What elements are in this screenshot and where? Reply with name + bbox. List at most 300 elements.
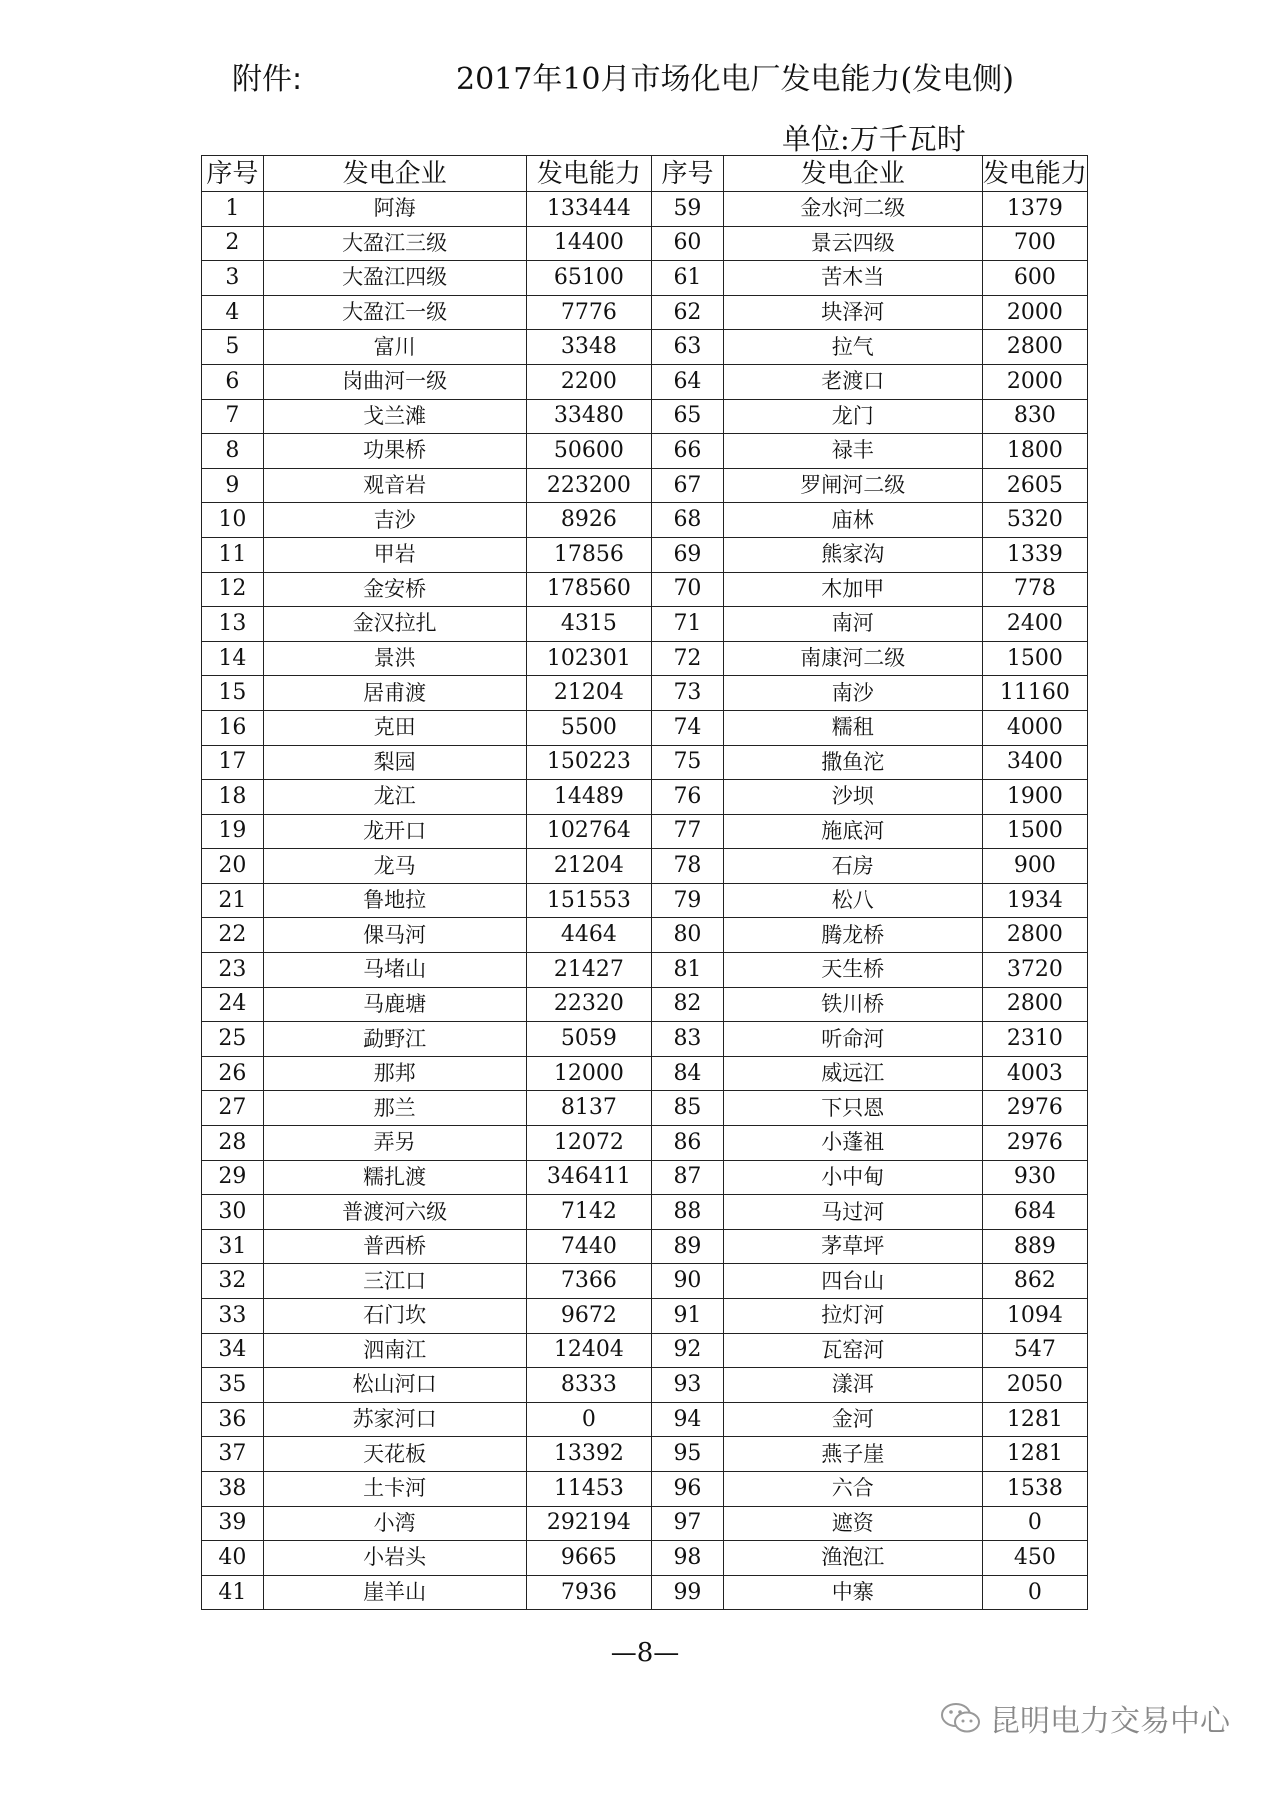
- table-row: [202, 953, 1088, 988]
- cell-capacity-left: 12404: [526, 1333, 651, 1368]
- cell-company-left: 观音岩: [263, 468, 526, 503]
- cell-capacity-right: 3400: [982, 745, 1087, 780]
- cell-seq-right: 68: [652, 503, 724, 538]
- cell-capacity-left: 7366: [526, 1264, 651, 1299]
- cell-capacity-left: 292194: [526, 1506, 651, 1541]
- cell-seq-left: 6: [202, 364, 264, 399]
- cell-company-right: 糯租: [723, 710, 982, 745]
- cell-seq-right: 80: [652, 918, 724, 953]
- cell-company-left: 石门坎: [263, 1299, 526, 1334]
- table-row: [202, 1541, 1088, 1576]
- cell-capacity-right: 1500: [982, 641, 1087, 676]
- cell-company-left: 松山河口: [263, 1368, 526, 1403]
- cell-capacity-right: 1281: [982, 1437, 1087, 1472]
- cell-company-left: 大盈江四级: [263, 261, 526, 296]
- cell-seq-right: 63: [652, 330, 724, 365]
- cell-company-right: 松八: [723, 883, 982, 918]
- cell-company-left: 泗南江: [263, 1333, 526, 1368]
- cell-capacity-left: 8137: [526, 1091, 651, 1126]
- cell-company-right: 威远江: [723, 1056, 982, 1091]
- cell-company-right: 撒鱼沱: [723, 745, 982, 780]
- cell-seq-left: 16: [202, 710, 264, 745]
- cell-capacity-left: 4315: [526, 607, 651, 642]
- cell-capacity-left: 7776: [526, 295, 651, 330]
- table-row: [202, 1160, 1088, 1195]
- cell-seq-right: 84: [652, 1056, 724, 1091]
- cell-company-right: 遮资: [723, 1506, 982, 1541]
- cell-company-left: 三江口: [263, 1264, 526, 1299]
- cell-seq-left: 10: [202, 503, 264, 538]
- cell-capacity-right: 2800: [982, 987, 1087, 1022]
- table-row: [202, 883, 1088, 918]
- cell-seq-left: 38: [202, 1471, 264, 1506]
- cell-capacity-left: 9665: [526, 1541, 651, 1576]
- cell-seq-right: 85: [652, 1091, 724, 1126]
- table-row: [202, 330, 1088, 365]
- cell-company-right: 听命河: [723, 1022, 982, 1057]
- cell-seq-left: 25: [202, 1022, 264, 1057]
- cell-seq-left: 12: [202, 572, 264, 607]
- cell-capacity-left: 21427: [526, 953, 651, 988]
- cell-company-left: 那兰: [263, 1091, 526, 1126]
- table-body: [202, 192, 1088, 1610]
- cell-capacity-left: 13392: [526, 1437, 651, 1472]
- cell-company-left: 吉沙: [263, 503, 526, 538]
- cell-company-right: 禄丰: [723, 434, 982, 469]
- cell-capacity-right: 4000: [982, 710, 1087, 745]
- cell-seq-left: 3: [202, 261, 264, 296]
- capacity-table: [201, 155, 1088, 1610]
- cell-company-left: 那邦: [263, 1056, 526, 1091]
- cell-company-left: 马堵山: [263, 953, 526, 988]
- cell-seq-left: 31: [202, 1229, 264, 1264]
- cell-company-right: 拉气: [723, 330, 982, 365]
- cell-capacity-left: 7936: [526, 1575, 651, 1610]
- cell-seq-right: 95: [652, 1437, 724, 1472]
- cell-capacity-right: 700: [982, 226, 1087, 261]
- cell-capacity-right: 862: [982, 1264, 1087, 1299]
- table-row: [202, 607, 1088, 642]
- cell-company-right: 庙林: [723, 503, 982, 538]
- cell-capacity-left: 14400: [526, 226, 651, 261]
- cell-company-left: 马鹿塘: [263, 987, 526, 1022]
- cell-capacity-left: 14489: [526, 780, 651, 815]
- cell-capacity-right: 4003: [982, 1056, 1087, 1091]
- cell-seq-right: 65: [652, 399, 724, 434]
- cell-capacity-left: 21204: [526, 676, 651, 711]
- table-row: [202, 434, 1088, 469]
- cell-company-left: 弄另: [263, 1126, 526, 1161]
- cell-seq-left: 40: [202, 1541, 264, 1576]
- cell-seq-left: 30: [202, 1195, 264, 1230]
- cell-seq-right: 82: [652, 987, 724, 1022]
- table-row: [202, 1471, 1088, 1506]
- table-row: [202, 1056, 1088, 1091]
- table-row: [202, 1299, 1088, 1334]
- cell-capacity-right: 1900: [982, 780, 1087, 815]
- cell-capacity-left: 12000: [526, 1056, 651, 1091]
- cell-company-left: 富川: [263, 330, 526, 365]
- cell-seq-left: 29: [202, 1160, 264, 1195]
- cell-company-left: 天花板: [263, 1437, 526, 1472]
- table-row: [202, 1264, 1088, 1299]
- cell-seq-left: 33: [202, 1299, 264, 1334]
- table-row: [202, 1126, 1088, 1161]
- cell-capacity-right: 1379: [982, 192, 1087, 227]
- cell-company-left: 戈兰滩: [263, 399, 526, 434]
- table-row: [202, 1437, 1088, 1472]
- table-row: [202, 295, 1088, 330]
- cell-capacity-left: 178560: [526, 572, 651, 607]
- cell-seq-right: 62: [652, 295, 724, 330]
- cell-seq-left: 39: [202, 1506, 264, 1541]
- cell-seq-left: 15: [202, 676, 264, 711]
- cell-capacity-right: 2605: [982, 468, 1087, 503]
- cell-capacity-right: 2400: [982, 607, 1087, 642]
- cell-capacity-left: 7440: [526, 1229, 651, 1264]
- cell-capacity-left: 50600: [526, 434, 651, 469]
- cell-seq-right: 67: [652, 468, 724, 503]
- cell-company-left: 小岩头: [263, 1541, 526, 1576]
- table-row: [202, 745, 1088, 780]
- cell-capacity-right: 1500: [982, 814, 1087, 849]
- cell-capacity-left: 22320: [526, 987, 651, 1022]
- cell-capacity-left: 133444: [526, 192, 651, 227]
- cell-capacity-right: 2800: [982, 918, 1087, 953]
- cell-company-left: 甲岩: [263, 537, 526, 572]
- cell-company-left: 勐野江: [263, 1022, 526, 1057]
- cell-seq-right: 99: [652, 1575, 724, 1610]
- cell-seq-left: 13: [202, 607, 264, 642]
- table-row: [202, 572, 1088, 607]
- cell-seq-right: 83: [652, 1022, 724, 1057]
- wechat-icon: [940, 1701, 982, 1735]
- cell-company-right: 施底河: [723, 814, 982, 849]
- cell-company-right: 六合: [723, 1471, 982, 1506]
- table-row: [202, 364, 1088, 399]
- cell-seq-left: 23: [202, 953, 264, 988]
- cell-capacity-left: 17856: [526, 537, 651, 572]
- cell-seq-right: 87: [652, 1160, 724, 1195]
- cell-capacity-left: 7142: [526, 1195, 651, 1230]
- cell-company-right: 瓦窑河: [723, 1333, 982, 1368]
- cell-seq-right: 74: [652, 710, 724, 745]
- cell-company-left: 大盈江三级: [263, 226, 526, 261]
- cell-capacity-right: 2976: [982, 1126, 1087, 1161]
- cell-company-right: 块泽河: [723, 295, 982, 330]
- cell-company-left: 糯扎渡: [263, 1160, 526, 1195]
- table-row: [202, 987, 1088, 1022]
- cell-seq-left: 1: [202, 192, 264, 227]
- cell-company-right: 天生桥: [723, 953, 982, 988]
- cell-company-right: 木加甲: [723, 572, 982, 607]
- table-row: [202, 1333, 1088, 1368]
- cell-company-left: 倮马河: [263, 918, 526, 953]
- table-row: [202, 503, 1088, 538]
- table-row: [202, 261, 1088, 296]
- cell-capacity-left: 2200: [526, 364, 651, 399]
- cell-seq-right: 69: [652, 537, 724, 572]
- table-row: [202, 1575, 1088, 1610]
- cell-capacity-right: 3720: [982, 953, 1087, 988]
- watermark-text: 昆明电力交易中心: [990, 1704, 1230, 1739]
- table-row: [202, 192, 1088, 227]
- cell-seq-left: 41: [202, 1575, 264, 1610]
- cell-company-right: 下只恩: [723, 1091, 982, 1126]
- page-title: 2017年10月市场化电厂发电能力(发电侧): [456, 62, 1014, 97]
- cell-seq-left: 8: [202, 434, 264, 469]
- cell-seq-right: 71: [652, 607, 724, 642]
- cell-company-left: 龙江: [263, 780, 526, 815]
- cell-capacity-right: 0: [982, 1506, 1087, 1541]
- table-row: [202, 676, 1088, 711]
- cell-seq-right: 97: [652, 1506, 724, 1541]
- cell-company-left: 居甫渡: [263, 676, 526, 711]
- cell-company-right: 龙门: [723, 399, 982, 434]
- table-row: [202, 710, 1088, 745]
- watermark: [940, 1696, 1230, 1740]
- cell-seq-right: 86: [652, 1126, 724, 1161]
- cell-company-right: 沙坝: [723, 780, 982, 815]
- cell-seq-left: 11: [202, 537, 264, 572]
- cell-company-right: 南康河二级: [723, 641, 982, 676]
- table-row: [202, 1091, 1088, 1126]
- cell-capacity-right: 1800: [982, 434, 1087, 469]
- cell-seq-right: 93: [652, 1368, 724, 1403]
- cell-seq-right: 78: [652, 849, 724, 884]
- header-capacity-left: 发电能力: [526, 156, 651, 192]
- cell-capacity-right: 684: [982, 1195, 1087, 1230]
- table-row: [202, 1195, 1088, 1230]
- cell-capacity-right: 2000: [982, 364, 1087, 399]
- cell-company-right: 南沙: [723, 676, 982, 711]
- unit-label: 单位:万千瓦时: [782, 122, 966, 156]
- cell-capacity-right: 1094: [982, 1299, 1087, 1334]
- cell-seq-right: 88: [652, 1195, 724, 1230]
- cell-company-right: 茅草坪: [723, 1229, 982, 1264]
- cell-capacity-right: 2310: [982, 1022, 1087, 1057]
- table-row: [202, 1022, 1088, 1057]
- table-row: [202, 226, 1088, 261]
- page-number: —8—: [610, 1638, 680, 1668]
- table-row: [202, 468, 1088, 503]
- cell-capacity-right: 900: [982, 849, 1087, 884]
- cell-seq-left: 21: [202, 883, 264, 918]
- cell-seq-left: 14: [202, 641, 264, 676]
- cell-seq-right: 76: [652, 780, 724, 815]
- cell-capacity-left: 0: [526, 1402, 651, 1437]
- cell-seq-right: 98: [652, 1541, 724, 1576]
- cell-seq-right: 90: [652, 1264, 724, 1299]
- cell-seq-left: 17: [202, 745, 264, 780]
- cell-seq-left: 24: [202, 987, 264, 1022]
- cell-capacity-left: 8926: [526, 503, 651, 538]
- table-row: [202, 918, 1088, 953]
- cell-seq-right: 91: [652, 1299, 724, 1334]
- attachment-label: 附件:: [232, 62, 303, 97]
- cell-seq-right: 59: [652, 192, 724, 227]
- cell-capacity-right: 450: [982, 1541, 1087, 1576]
- cell-capacity-right: 889: [982, 1229, 1087, 1264]
- cell-company-left: 龙开口: [263, 814, 526, 849]
- header-company-right: 发电企业: [723, 156, 982, 192]
- cell-seq-right: 89: [652, 1229, 724, 1264]
- cell-capacity-right: 5320: [982, 503, 1087, 538]
- cell-company-right: 金河: [723, 1402, 982, 1437]
- cell-company-right: 老渡口: [723, 364, 982, 399]
- cell-capacity-right: 830: [982, 399, 1087, 434]
- cell-seq-right: 81: [652, 953, 724, 988]
- cell-capacity-right: 778: [982, 572, 1087, 607]
- cell-capacity-right: 1934: [982, 883, 1087, 918]
- cell-capacity-left: 5500: [526, 710, 651, 745]
- header-capacity-right: 发电能力: [982, 156, 1087, 192]
- cell-capacity-left: 21204: [526, 849, 651, 884]
- cell-capacity-left: 65100: [526, 261, 651, 296]
- cell-seq-right: 94: [652, 1402, 724, 1437]
- cell-capacity-left: 3348: [526, 330, 651, 365]
- cell-company-right: 拉灯河: [723, 1299, 982, 1334]
- cell-capacity-left: 33480: [526, 399, 651, 434]
- cell-capacity-left: 9672: [526, 1299, 651, 1334]
- cell-seq-left: 7: [202, 399, 264, 434]
- cell-company-left: 金安桥: [263, 572, 526, 607]
- header-company-left: 发电企业: [263, 156, 526, 192]
- cell-seq-right: 66: [652, 434, 724, 469]
- cell-capacity-left: 5059: [526, 1022, 651, 1057]
- cell-seq-right: 79: [652, 883, 724, 918]
- cell-capacity-right: 2000: [982, 295, 1087, 330]
- cell-company-left: 大盈江一级: [263, 295, 526, 330]
- cell-seq-right: 64: [652, 364, 724, 399]
- cell-seq-left: 5: [202, 330, 264, 365]
- cell-capacity-left: 11453: [526, 1471, 651, 1506]
- cell-company-right: 石房: [723, 849, 982, 884]
- cell-company-right: 四台山: [723, 1264, 982, 1299]
- cell-capacity-left: 102764: [526, 814, 651, 849]
- cell-capacity-right: 2050: [982, 1368, 1087, 1403]
- cell-capacity-left: 8333: [526, 1368, 651, 1403]
- cell-seq-left: 20: [202, 849, 264, 884]
- cell-capacity-right: 1281: [982, 1402, 1087, 1437]
- cell-capacity-right: 11160: [982, 676, 1087, 711]
- cell-seq-right: 72: [652, 641, 724, 676]
- cell-seq-left: 22: [202, 918, 264, 953]
- cell-capacity-left: 151553: [526, 883, 651, 918]
- cell-seq-left: 19: [202, 814, 264, 849]
- cell-seq-left: 26: [202, 1056, 264, 1091]
- cell-capacity-right: 2976: [982, 1091, 1087, 1126]
- cell-company-left: 崖羊山: [263, 1575, 526, 1610]
- cell-capacity-left: 346411: [526, 1160, 651, 1195]
- cell-company-left: 景洪: [263, 641, 526, 676]
- table-row: [202, 537, 1088, 572]
- cell-capacity-left: 150223: [526, 745, 651, 780]
- cell-seq-right: 96: [652, 1471, 724, 1506]
- table-row: [202, 399, 1088, 434]
- table-row: [202, 641, 1088, 676]
- cell-seq-left: 28: [202, 1126, 264, 1161]
- cell-seq-left: 4: [202, 295, 264, 330]
- table-row: [202, 1402, 1088, 1437]
- cell-seq-left: 18: [202, 780, 264, 815]
- cell-company-right: 苦木当: [723, 261, 982, 296]
- header-seq-right: 序号: [652, 156, 724, 192]
- cell-company-right: 中寨: [723, 1575, 982, 1610]
- cell-company-left: 龙马: [263, 849, 526, 884]
- cell-company-left: 鲁地拉: [263, 883, 526, 918]
- table-row: [202, 814, 1088, 849]
- cell-company-right: 景云四级: [723, 226, 982, 261]
- cell-company-left: 小湾: [263, 1506, 526, 1541]
- cell-company-left: 普西桥: [263, 1229, 526, 1264]
- cell-company-right: 燕子崖: [723, 1437, 982, 1472]
- cell-seq-right: 77: [652, 814, 724, 849]
- cell-company-left: 克田: [263, 710, 526, 745]
- cell-capacity-right: 600: [982, 261, 1087, 296]
- cell-capacity-right: 0: [982, 1575, 1087, 1610]
- cell-company-left: 阿海: [263, 192, 526, 227]
- cell-company-right: 小中甸: [723, 1160, 982, 1195]
- cell-seq-left: 37: [202, 1437, 264, 1472]
- cell-company-left: 金汉拉扎: [263, 607, 526, 642]
- cell-seq-right: 60: [652, 226, 724, 261]
- cell-company-right: 熊家沟: [723, 537, 982, 572]
- cell-seq-left: 2: [202, 226, 264, 261]
- cell-company-right: 马过河: [723, 1195, 982, 1230]
- cell-seq-right: 73: [652, 676, 724, 711]
- cell-company-left: 土卡河: [263, 1471, 526, 1506]
- table-row: [202, 780, 1088, 815]
- cell-capacity-right: 930: [982, 1160, 1087, 1195]
- cell-seq-left: 34: [202, 1333, 264, 1368]
- cell-company-right: 渔泡江: [723, 1541, 982, 1576]
- cell-company-left: 梨园: [263, 745, 526, 780]
- cell-capacity-left: 223200: [526, 468, 651, 503]
- cell-seq-left: 36: [202, 1402, 264, 1437]
- cell-seq-left: 35: [202, 1368, 264, 1403]
- table-row: [202, 849, 1088, 884]
- cell-capacity-left: 102301: [526, 641, 651, 676]
- cell-company-left: 普渡河六级: [263, 1195, 526, 1230]
- cell-seq-right: 61: [652, 261, 724, 296]
- table-row: [202, 1506, 1088, 1541]
- table-header-row: [202, 156, 1088, 192]
- cell-seq-right: 70: [652, 572, 724, 607]
- cell-seq-left: 32: [202, 1264, 264, 1299]
- cell-seq-left: 27: [202, 1091, 264, 1126]
- cell-company-right: 铁川桥: [723, 987, 982, 1022]
- cell-company-right: 南河: [723, 607, 982, 642]
- cell-company-left: 苏家河口: [263, 1402, 526, 1437]
- cell-capacity-right: 2800: [982, 330, 1087, 365]
- table-row: [202, 1229, 1088, 1264]
- cell-company-right: 小蓬祖: [723, 1126, 982, 1161]
- cell-capacity-left: 4464: [526, 918, 651, 953]
- cell-company-right: 金水河二级: [723, 192, 982, 227]
- cell-company-right: 漾洱: [723, 1368, 982, 1403]
- cell-company-right: 罗闸河二级: [723, 468, 982, 503]
- cell-capacity-right: 1538: [982, 1471, 1087, 1506]
- cell-company-left: 功果桥: [263, 434, 526, 469]
- cell-capacity-right: 547: [982, 1333, 1087, 1368]
- cell-seq-left: 9: [202, 468, 264, 503]
- table-row: [202, 1368, 1088, 1403]
- cell-company-left: 岗曲河一级: [263, 364, 526, 399]
- header-seq-left: 序号: [202, 156, 264, 192]
- cell-seq-right: 75: [652, 745, 724, 780]
- cell-seq-right: 92: [652, 1333, 724, 1368]
